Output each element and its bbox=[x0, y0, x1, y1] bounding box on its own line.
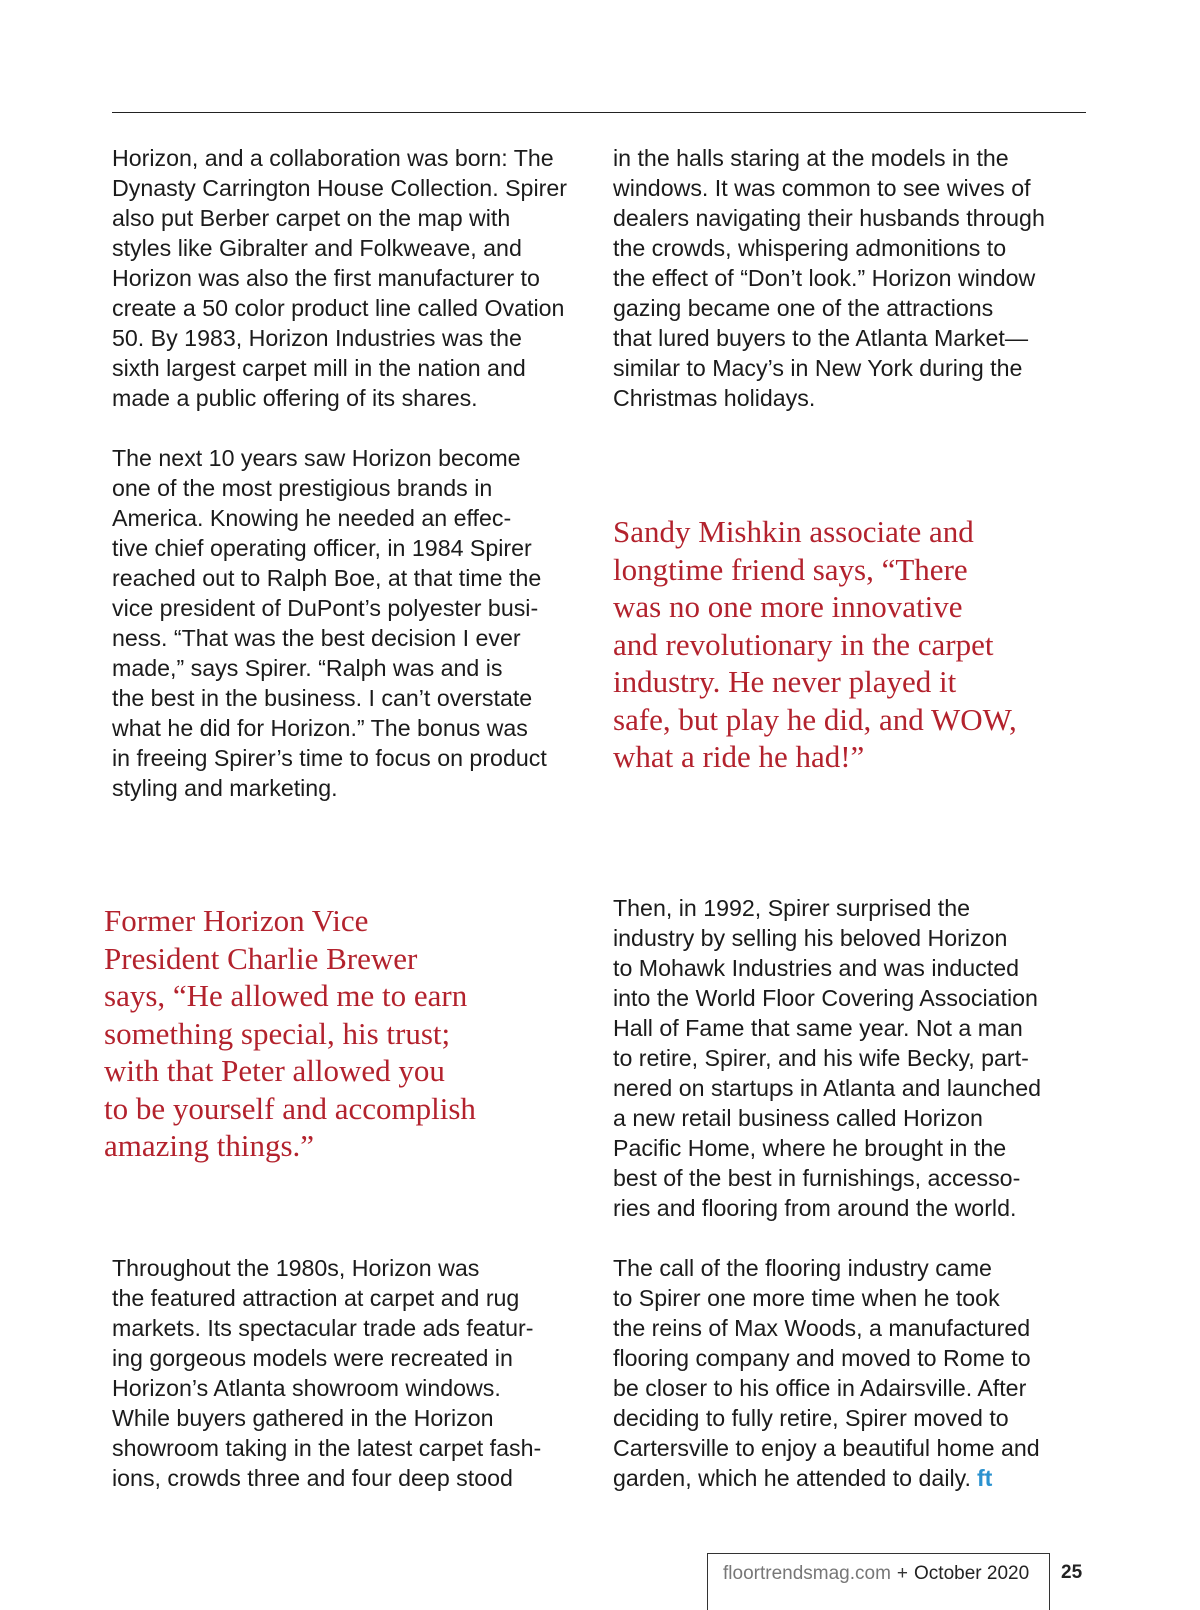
ft-end-mark: ft bbox=[976, 1465, 993, 1491]
left-column-paragraph-1: Horizon, and a collaboration was born: The Dynasty Carrington House Collection. Spirer also put Berber carpet on the map with styles like Gibralter and Folkweave, and Horizon was also the first manufacturer to create a 50 color product line called Ovation 50. By 1983, Horizon Industries was the sixth largest carpet mill in the nation and made a public offering of its shares. bbox=[112, 145, 567, 411]
pull-quote-brewer: Former Horizon Vice President Charlie Brewer says, “He allowed me to earn something special, his trust; with that Peter allowed you to be yourself and accomplish amazing things.” bbox=[104, 903, 476, 1163]
right-column-paragraph-2: Then, in 1992, Spirer surprised the industry by selling his beloved Horizon to Mohawk Industries and was inducted into the World Floor Covering Association Hall of Fame that same year. Not a man to retire, Spirer, and his wife Becky, part- nered on startups in Atlanta and launched a new retail business called Horizon Pacific Home, where he brought in the best of the best in furnishings, accesso- ries and flooring from around the world. bbox=[613, 895, 1041, 1221]
left-column-paragraph-2: The next 10 years saw Horizon become one of the most prestigious brands in America. Knowing he needed an effec- tive chief operating officer, in 1984 Spirer reached out to Ralph Boe, at that time the vice president of DuPont’s polyester busi- ness. “That was the best decision I ever made,” says Spirer. “Ralph was and is the best in the business. I can’t overstate what he did for Horizon.” The bonus was in freeing Spirer’s time to focus on product styling and marketing. bbox=[112, 445, 547, 801]
footer-separator: + bbox=[896, 1563, 909, 1584]
page-number: 25 bbox=[1061, 1562, 1083, 1583]
left-column-paragraph-3: Throughout the 1980s, Horizon was the featured attraction at carpet and rug markets. Its spectacular trade ads featur- ing gorgeous models were recreated in Horizon’s Atlanta showroom windows. While buyers gathered in the Horizon showroom taking in the latest carpet fash- ions, crowds three and four deep stood bbox=[112, 1255, 542, 1491]
final-paragraph-text: The call of the flooring industry came to Spirer one more time when he took the reins of Max Woods, a manufactured flooring company and moved to Rome to be closer to his office in Adairsville. After deciding to fully retire, Spirer moved to Cartersville to enjoy a beautiful home and garden, which he attended to daily. bbox=[613, 1255, 1040, 1491]
footer-credit bbox=[723, 1562, 1029, 1586]
footer-site: floortrendsmag.com bbox=[723, 1563, 891, 1584]
right-column-paragraph-1: in the halls staring at the models in the windows. It was common to see wives of dealers navigating their husbands through the crowds, whispering admonitions to the effect of “Don’t look.” Horizon window gazing became one of the attractions that lured buyers to the Atlanta Market— similar to Macy’s in New York during the Christmas holidays. bbox=[613, 145, 1045, 411]
right-column-paragraph-3 bbox=[613, 1253, 1040, 1493]
footer-issue: October 2020 bbox=[914, 1563, 1030, 1584]
top-rule bbox=[112, 112, 1086, 113]
pull-quote-mishkin: Sandy Mishkin associate and longtime friend says, “There was no one more innovative and revolutionary in the carpet industry. He never played it safe, but play he did, and WOW, what a ride he had!” bbox=[613, 514, 1017, 774]
